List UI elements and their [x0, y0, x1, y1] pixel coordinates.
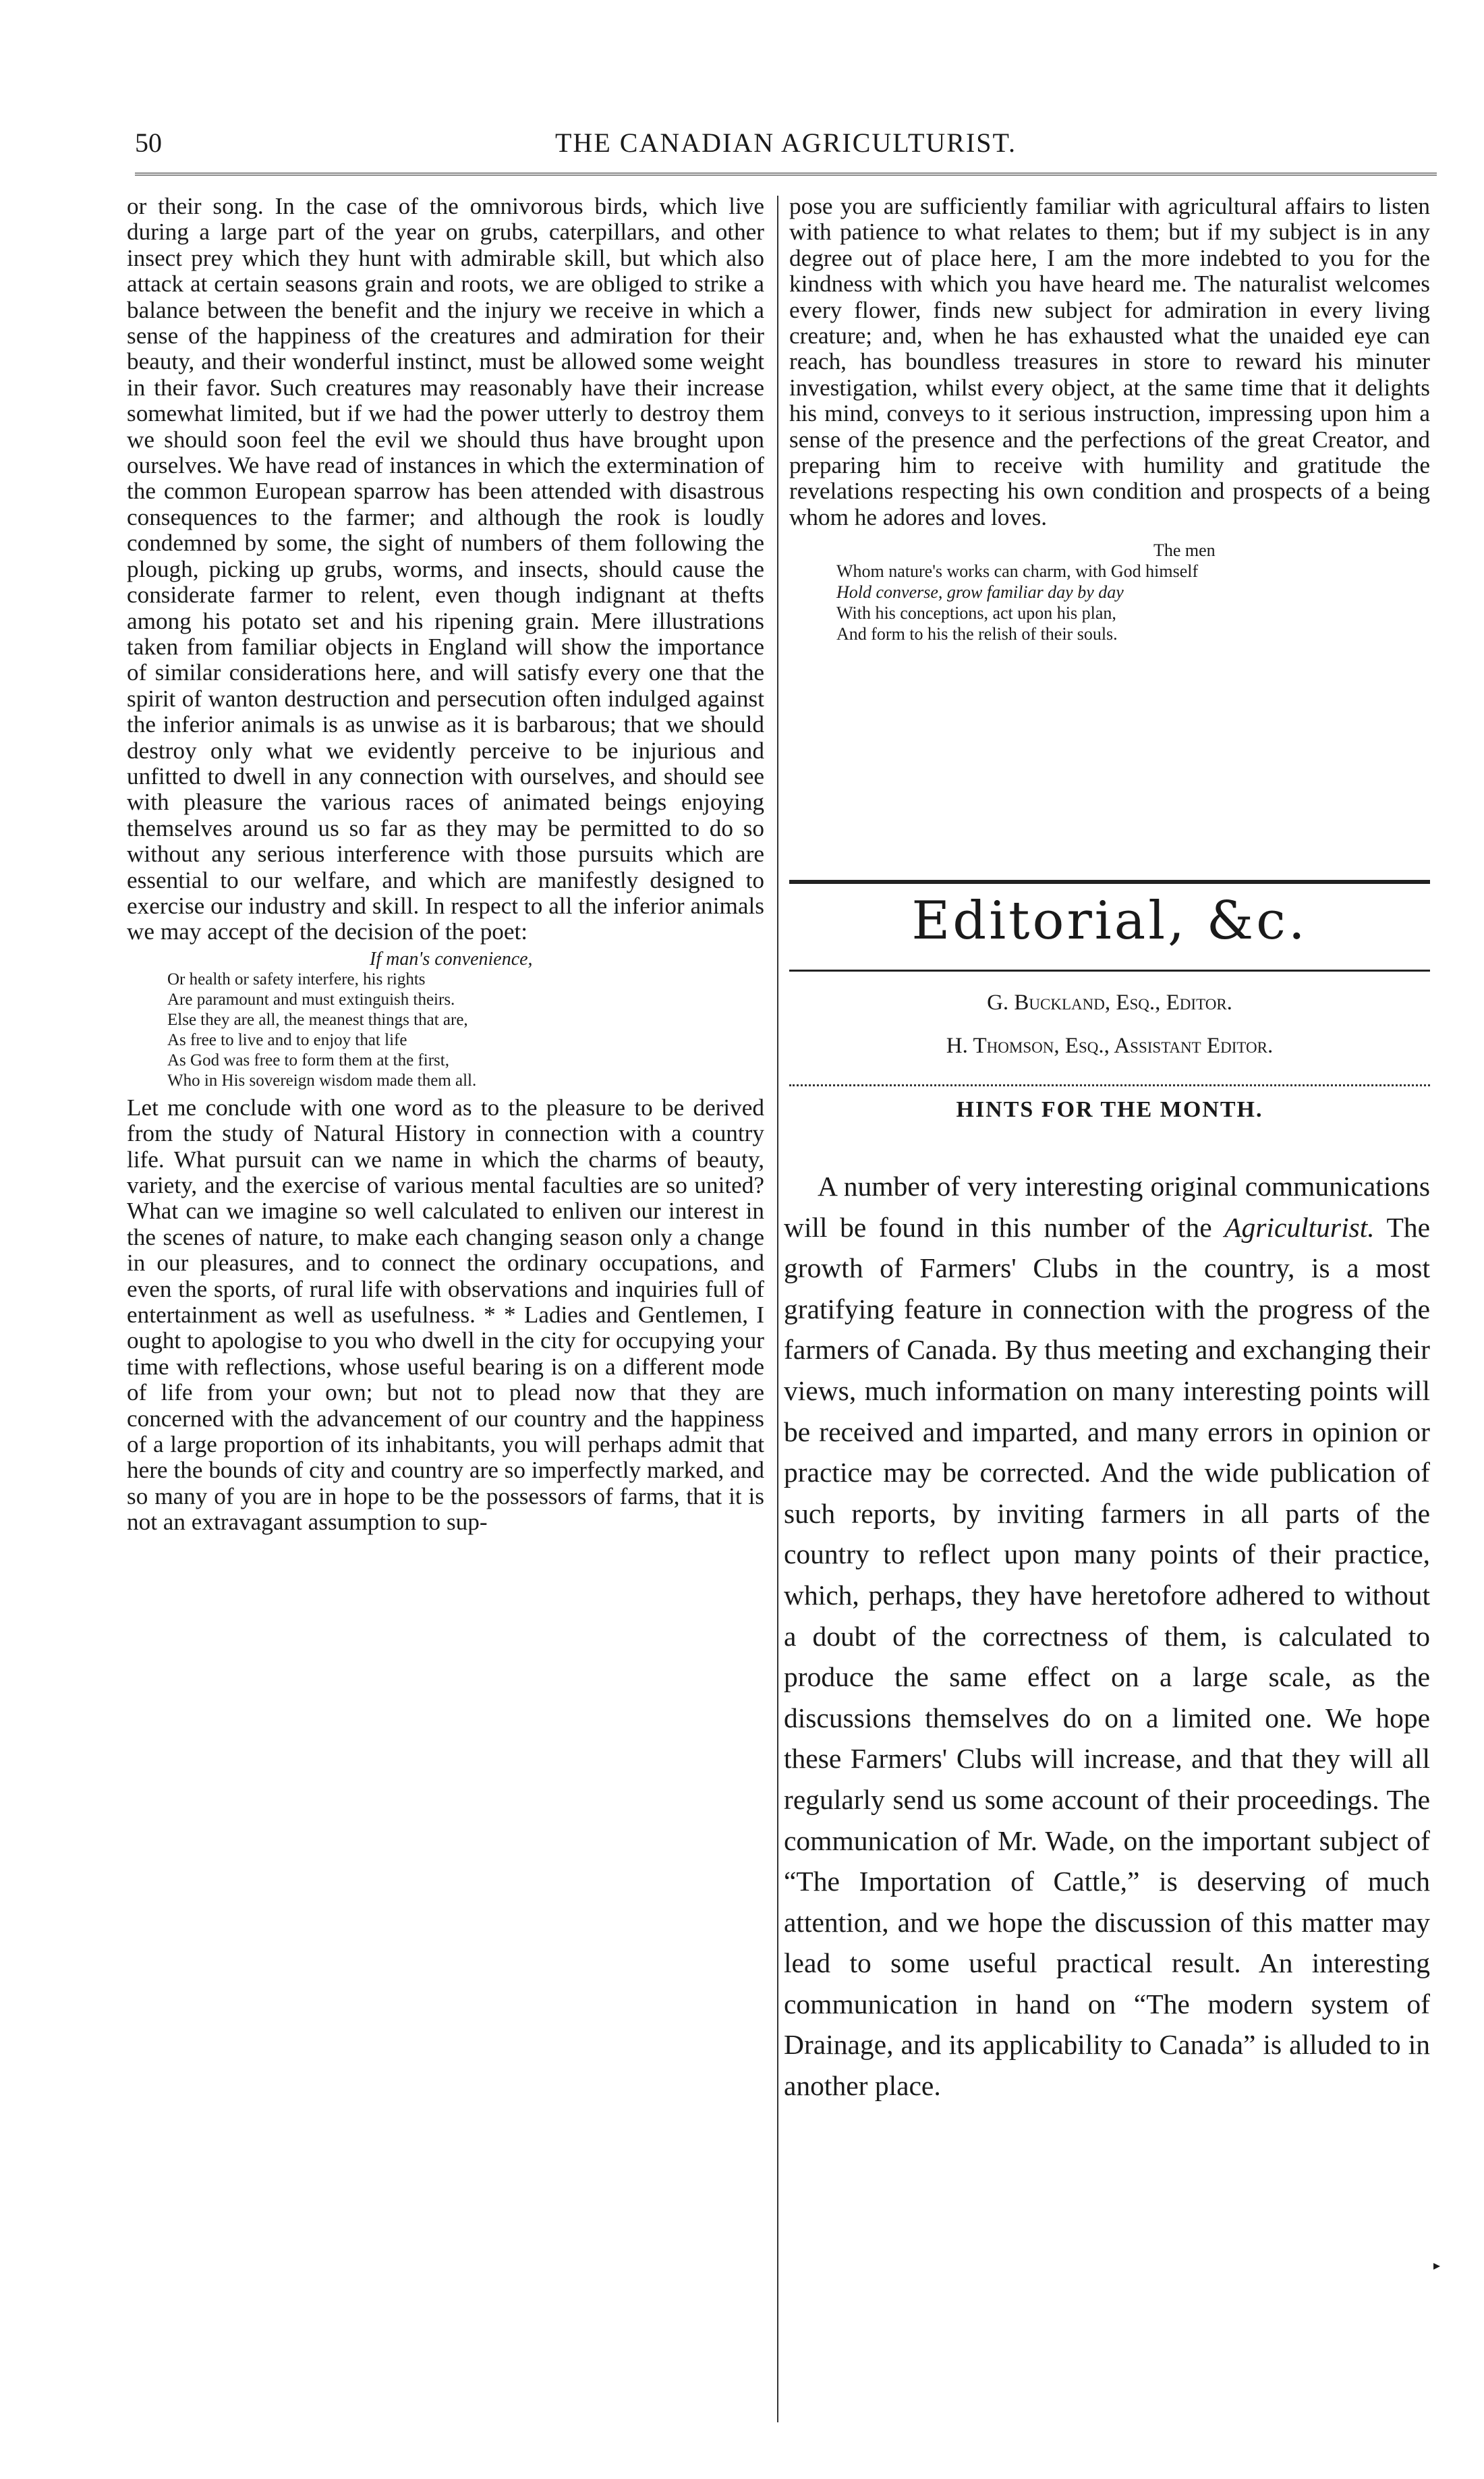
section-rule: [789, 970, 1430, 972]
poem-line: The men: [1153, 540, 1216, 561]
column-divider: [777, 196, 778, 2422]
poem-line: Hold converse, grow familiar day by day: [836, 582, 1124, 603]
poem-line: Are paramount and must extinguish theirs.: [167, 990, 455, 1009]
editor-credit: G. Buckland, Esq., Editor.: [987, 991, 1232, 1015]
poem-line: Or health or safety interfere, his rights: [167, 970, 426, 988]
poem-line: As free to live and to enjoy that life: [167, 1030, 407, 1049]
section-rule: [789, 880, 1430, 884]
corner-mark: ▸: [1433, 2258, 1441, 2273]
editorial-heading: Editorial, &c.: [911, 891, 1308, 951]
poem-quote-right: [836, 540, 1430, 644]
poem-quote-left: [167, 949, 764, 1091]
poem-line: Who in His sovereign wisdom made them all.: [167, 1071, 477, 1090]
left-paragraph-1: or their song. In the case of the omnivorous birds, which live during a large part of the year on grubs, caterpillars, and other insect prey which they hunt with admirable skill, but which also attack at certain seasons grain and roots, we are obliged to strike a balance between the benefit and the injury we receive in which a sense of the happiness of the creatures and admiration for their beauty, and their wonderful instinct, must be allowed some weight in their favor. Such creatures may reasonably have their increase somewhat limited, but if we had the power utterly to destroy them we should soon feel the evil we should thus have brought upon ourselves. We have read of instances in which the extermination of the common European sparrow has been attended with disastrous consequences to the farmer; and although the rook is loudly condemned by some, the sight of numbers of them following the plough, picking up grubs, worms, and insects, should cause the considerate farmer to relent, even though indignant at thefts among his potato set and his ripening grain. Mere illustrations taken from familiar objects in England will show the importance of similar considerations here, and will satisfy every one that the spirit of wanton destruction and persecution often indulged against the inferior animals is as unwise as it is barbarous; that we should destroy only what we evidently perceive to be injurious and unfitted to dwell in any connection with ourselves, and should see with pleasure the various races of animated beings enjoying themselves around us so far as they may be permitted to do so without any serious interference with those pursuits which are essential to our welfare, and which are manifestly designed to exercise our industry and skill. In respect to all the inferior animals we may accept of the decision of the poet:: [127, 193, 764, 945]
hints-article: [784, 1166, 1430, 2107]
hints-paragraph: [784, 1166, 1430, 2107]
page-number: 50: [135, 128, 162, 158]
running-header: [135, 127, 1437, 167]
hints-text-start: A number of very interesting original communications will be found in this number of the: [784, 1171, 1430, 1243]
right-paragraph-1: pose you are sufficiently familiar with agricultural affairs to listen with patience to what relates to them; but if my subject is in any degree out of place here, I am the more indebted to you for the kindness with which you have heard me. The naturalist welcomes every flower, finds new subject for admiration in every living creature; and, when he has exhausted what the unaided eye can reach, has boundless treasures in store to reward his minuter investigation, whilst every object, at the same time that it delights his mind, conveys to it serious instruction, impressing upon him a sense of the presence and the perfections of the great Creator, and preparing him to receive with humility and gratitude the revelations respecting his own condition and prospects of a being whom he adores and loves.: [789, 193, 1430, 530]
running-title: THE CANADIAN AGRICULTURIST.: [555, 128, 1017, 158]
left-paragraph-2: Let me conclude with one word as to the pleasure to be derived from the study of Natural History in connection with a country life. What pursuit can we name in which the charms of beauty, variety, and the exercise of various mental faculties are so united? What can we imagine so well calculated to enliven our interest in the scenes of nature, to make each changing season only a change in our pleasures, and to connect the ordinary occupations, and even the sports, of rural life with observations and inquiries full of entertainment as well as usefulness. * * Ladies and Gentlemen, I ought to apologise to you who dwell in the city for occupying your time with reflections, whose useful bearing is on a different mode of life from your own; but not to plead now that they are concerned with the advancement of our country and the happiness of a large proportion of its inhabitants, you will perhaps admit that here the bounds of city and country are so imperfectly marked, and so many of you are in hope to be the possessors of farms, that it is not an extravagant assumption to sup-: [127, 1094, 764, 1536]
poem-line: If man's convenience,: [370, 948, 533, 970]
poem-line: Else they are all, the meanest things that are,: [167, 1010, 468, 1029]
hints-text-rest: The growth of Farmers' Clubs in the country, is a most gratifying feature in connection with the progress of the farmers of Canada. By thus meeting and exchanging their views, much information on many interesting points will be received and imparted, and many errors in opinion or practice may be corrected. And the wide publication of such reports, by inviting farmers in all parts of the country to reflect upon many points of their practice, which, perhaps, they have heretofore adhered to without a doubt of the correctness of them, is calculated to produce the same effect on a large scale, as the discussions themselves do on a limited one. We hope these Farmers' Clubs will increase, and that they will all regularly send us some account of their proceedings. The communication of Mr. Wade, on the important subject of “The Importation of Cattle,” is deserving of much attention, and we hope the discussion of this matter may lead to some useful practical result. An interesting communication in hand on “The modern system of Drainage, and its applicability to Canada” is alluded to in another place.: [784, 1211, 1430, 2102]
left-column: [127, 194, 764, 1536]
poem-line: As God was free to form them at the first,: [167, 1051, 449, 1069]
poem-line: And form to his the relish of their souls.: [836, 624, 1118, 644]
section-title: HINTS FOR THE MONTH.: [956, 1097, 1263, 1122]
poem-line: With his conceptions, act upon his plan,: [836, 603, 1116, 623]
poem-line: Whom nature's works can charm, with God himself: [836, 561, 1199, 582]
header-rule: [135, 173, 1437, 175]
assistant-editor-credit: H. Thomson, Esq., Assistant Editor.: [946, 1034, 1274, 1058]
section-rule: [789, 1084, 1430, 1086]
journal-title: Agriculturist.: [1224, 1211, 1375, 1243]
right-column-top: [789, 194, 1430, 644]
